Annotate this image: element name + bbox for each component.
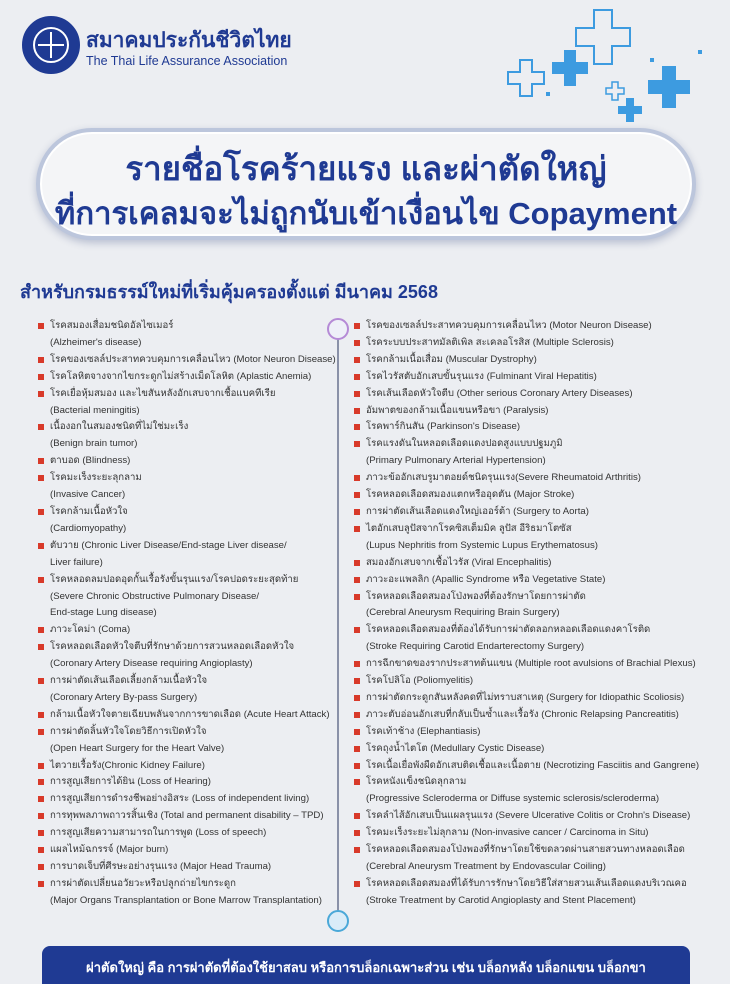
page-title-line1: รายชื่อโรคร้ายแรง และผ่าตัดใหญ่ (125, 150, 607, 187)
association-emblem-icon (22, 16, 80, 74)
footer-note (42, 946, 690, 984)
list-item (38, 791, 330, 808)
list-item-text: (Primary Pulmonary Arterial Hypertension) (366, 455, 546, 467)
list-item-text: โรคพาร์กินสัน (Parkinson's Disease) (366, 421, 521, 433)
list-item (354, 842, 726, 876)
list-item-text: โรคหลอดเลือดสมองแตกหรืออุดตัน (Major Stroke) (366, 489, 575, 501)
list-item-text: โรคมะเร็งระยะลุกลาม (50, 472, 142, 484)
list-item (38, 386, 330, 420)
list-item (354, 622, 726, 656)
list-item-text: (Lupus Nephritis from Systemic Lupus Erythematosus) (366, 539, 598, 551)
list-item (38, 673, 330, 707)
list-item-text: โรคหลอดเลือดสมองที่ได้รับการรักษาโดยวิธีใส่สายสวนเส้นเลือดแดงบริเวณคอ (366, 877, 687, 889)
header (20, 14, 440, 78)
org-name-th: สมาคมประกันชีวิตไทย (86, 29, 292, 52)
list-item (354, 808, 726, 825)
list-item (354, 470, 726, 487)
timeline-divider (337, 328, 339, 922)
list-item-text: โรคมะเร็งระยะไม่ลุกลาม (Non-invasive cancer / Carcinoma in Situ) (366, 827, 649, 839)
list-item (38, 758, 330, 775)
title-banner (36, 128, 696, 240)
medical-cross-icons (502, 6, 712, 122)
list-item-text: (Cerebral Aneurysm Requiring Brain Surgery) (366, 607, 560, 619)
list-item-text: แผลไหม้ฉกรรจ์ (Major burn) (50, 844, 169, 856)
list-item-text: (Severe Chronic Obstructive Pulmonary Disease/ (50, 590, 260, 602)
list-item (354, 318, 726, 335)
list-item (38, 707, 330, 724)
list-item (354, 876, 726, 910)
right-disease-list (354, 318, 726, 910)
list-item (38, 318, 330, 352)
list-item-text: โรคของเซลล์ประสาทควบคุมการเคลื่อนไหว (Motor Neuron Disease) (50, 353, 336, 365)
list-item (354, 335, 726, 352)
list-item-text: การผ่าตัดเปลี่ยนอวัยวะหรือปลูกถ่ายไขกระดูก (50, 877, 236, 889)
list-item-text: โรคหนังแข็งชนิดลุกลาม (366, 776, 467, 788)
list-item (354, 825, 726, 842)
list-item (354, 572, 726, 589)
list-item (354, 707, 726, 724)
list-item (38, 842, 330, 859)
list-item-text: Liver failure) (50, 556, 103, 568)
list-item (38, 876, 330, 910)
list-item (354, 403, 726, 420)
list-item (38, 470, 330, 504)
list-item-text: โรคเท้าช้าง (Elephantiasis) (366, 725, 481, 737)
list-item (354, 436, 726, 470)
list-item-text: โรคเยื่อหุ้มสมอง และไขสันหลังอักเสบจากเชื้อแบคทีเรีย (50, 387, 276, 399)
page-title-line2: ที่การเคลมจะไม่ถูกนับเข้าเงื่อนไข Copayment (54, 196, 678, 231)
list-item-text: โรคไวรัสตับอักเสบขั้นรุนแรง (Fulminant Viral Hepatitis) (366, 370, 597, 382)
list-item-text: โรคของเซลล์ประสาทควบคุมการเคลื่อนไหว (Motor Neuron Disease) (366, 320, 652, 331)
list-item-text: โรคกล้ามเนื้อเสื่อม (Muscular Dystrophy) (366, 353, 537, 365)
list-item-text: การผ่าตัดเส้นเลือดแดงใหญ่เออร์ต้า (Surgery to Aorta) (366, 505, 589, 517)
timeline-dot-bottom (327, 910, 349, 932)
list-item-text: โรคหลอดเลือดสมองโป่งพองที่รักษาโดยใช้ขดลวดผ่านสายสวนทางหลอดเลือด (366, 844, 685, 856)
list-item (38, 572, 330, 623)
list-item-text: ไตวายเรื้อรัง(Chronic Kidney Failure) (50, 759, 205, 771)
list-item (38, 352, 336, 369)
list-item-text: โรคหลอดเลือดสมองที่ต้องได้รับการผ่าตัดลอกหลอดเลือดแดงคาโรติด (366, 624, 651, 636)
list-item (38, 622, 330, 639)
list-item (354, 352, 726, 369)
list-item-text: (Stroke Treatment by Carotid Angioplasty and Stent Placement) (366, 894, 636, 906)
list-item-text: โรคหลอดลมปอดอุดกั้นเรื้อรังขั้นรุนแรง/โรคปอดระยะสุดท้าย (50, 573, 299, 585)
list-item-text: การสูญเสียความสามารถในการพูด (Loss of speech) (50, 827, 267, 839)
list-item (38, 859, 330, 876)
footer-text: ผ่าตัดใหญ่ คือ การผ่าตัดที่ต้องใช้ยาสลบ หรือการบล็อกเฉพาะส่วน เช่น บล็อกหลัง บล็อกแขน บล็อกขา (86, 960, 646, 975)
list-item-text: ตาบอด (Blindness) (50, 455, 131, 467)
list-item (354, 673, 726, 690)
list-item-text: โรคแรงดันในหลอดเลือดแดงปอดสูงแบบปฐมภูมิ (366, 438, 563, 450)
list-item-text: โรคกล้ามเนื้อหัวใจ (50, 505, 128, 517)
list-item (38, 453, 330, 470)
list-item (38, 504, 330, 538)
list-item (354, 487, 726, 504)
list-item-text: โรคหลอดเลือดหัวใจตีบที่รักษาด้วยการสวนหลอดเลือดหัวใจ (50, 641, 295, 653)
list-item-text: (Alzheimer's disease) (50, 336, 142, 348)
list-item (354, 656, 726, 673)
list-item-text: ภาวะอะแพลลิก (Apallic Syndrome หรือ Vegetative State) (366, 573, 606, 585)
list-item-text: (Progressive Scleroderma or Diffuse systemic sclerosis/scleroderma) (366, 793, 660, 805)
list-item-text: โรคลำไส้อักเสบเป็นแผลรุนแรง (Severe Ulcerative Colitis or Crohn's Disease) (366, 810, 691, 822)
list-item-text: สมองอักเสบจากเชื้อไวรัส (Viral Encephalitis) (366, 556, 552, 568)
list-item-text: (Coronary Artery By-pass Surgery) (50, 691, 198, 703)
list-item (38, 774, 330, 791)
list-item-text: การผ่าตัดกระดูกสันหลังคดที่ไม่ทราบสาเหตุ (Surgery for Idiopathic Scoliosis) (366, 691, 685, 703)
list-item-text: โรคสมองเสื่อมชนิดอัลไซเมอร์ (50, 320, 174, 331)
list-item (354, 504, 726, 521)
list-item (354, 589, 726, 623)
list-item (38, 369, 330, 386)
list-item-text: การฉีกขาดของรากประสาทต้นแขน (Multiple root avulsions of Brachial Plexus) (366, 658, 696, 670)
list-item-text: โรคเส้นเลือดหัวใจตีบ (Other serious Coronary Artery Diseases) (366, 387, 633, 399)
list-item-text: การสูญเสียการดำรงชีพอย่างอิสระ (Loss of independent living) (50, 793, 310, 805)
list-item-text: โรคโปลิโอ (Poliomyelitis) (366, 675, 474, 687)
list-item-text: (Coronary Artery Disease requiring Angioplasty) (50, 658, 253, 670)
list-item-text: (Stroke Requiring Carotid Endarterectomy Surgery) (366, 641, 585, 653)
list-item (354, 555, 726, 572)
list-item (38, 724, 330, 758)
list-item-text: โรคหลอดเลือดสมองโป่งพองที่ต้องรักษาโดยการผ่าตัด (366, 590, 586, 602)
list-item (38, 808, 330, 825)
list-item (38, 419, 330, 453)
list-item (354, 774, 726, 808)
list-item-text: การผ่าตัดเส้นเลือดเลี้ยงกล้ามเนื้อหัวใจ (50, 675, 208, 687)
list-item (354, 741, 726, 758)
list-item-text: (Cerebral Aneurysm Treatment by Endovascular Coiling) (366, 861, 606, 872)
left-disease-list (38, 318, 336, 910)
list-item-text: กล้ามเนื้อหัวใจตายเฉียบพลันจากการขาดเลือด (Acute Heart Attack) (50, 708, 330, 720)
list-item-text: โรคเนื้อเยื่อพังผืดอักเสบติดเชื้อและเนื้อตาย (Necrotizing Fasciitis and Gangrene) (366, 759, 700, 771)
list-item-text: (Open Heart Surgery for the Heart Valve) (50, 742, 225, 754)
list-item (354, 419, 726, 436)
list-item-text: การบาดเจ็บที่ศีรษะอย่างรุนแรง (Major Head Trauma) (50, 861, 272, 872)
list-item-text: ภาวะข้ออักเสบรูมาตอยด์ชนิดรุนแรง(Severe Rheumatoid Arthritis) (366, 472, 641, 484)
list-item-text: อัมพาตของกล้ามเนื้อแขนหรือขา (Paralysis) (366, 404, 549, 416)
list-item (38, 639, 330, 673)
list-item (354, 758, 726, 775)
list-item-text: ไตอักเสบลูปัสจากโรคซิสเต็มมิค ลูปัส อีริธมาโตซัส (366, 522, 572, 534)
list-item-text: เนื้องอกในสมองชนิดที่ไม่ใช่มะเร็ง (50, 421, 189, 433)
list-item-text: โรคโลหิตจางจากไขกระดูกไม่สร้างเม็ดโลหิต (Aplastic Anemia) (50, 370, 312, 382)
list-item-text: การผ่าตัดลิ้นหัวใจโดยวิธีการเปิดหัวใจ (50, 725, 207, 737)
list-item-text: โรคถุงน้ำไตโต (Medullary Cystic Disease) (366, 742, 545, 754)
list-item-text: (Cardiomyopathy) (50, 522, 127, 534)
list-item-text: End-stage Lung disease) (50, 607, 157, 619)
list-item-text: โรคระบบประสาทมัลติเพิล สะเคลอโรสิส (Multiple Sclerosis) (366, 336, 614, 348)
org-name-en: The Thai Life Assurance Association (86, 54, 288, 68)
subtitle: สำหรับกรมธรรม์ใหม่ที่เริ่มคุ้มครองตั้งแต่ มีนาคม 2568 (20, 282, 438, 302)
list-item (354, 386, 726, 403)
timeline-dot-top (327, 318, 349, 340)
list-item-text: (Benign brain tumor) (50, 438, 138, 450)
list-item (354, 690, 726, 707)
list-item-text: (Major Organs Transplantation or Bone Marrow Transplantation) (50, 894, 322, 906)
list-item-text: การทุพพลภาพถาวรสิ้นเชิง (Total and permanent disability – TPD) (50, 810, 324, 822)
list-item (354, 521, 726, 555)
list-item-text: ภาวะโคม่า (Coma) (50, 624, 131, 636)
list-item-text: ตับวาย (Chronic Liver Disease/End-stage Liver disease/ (50, 539, 287, 551)
list-item-text: (Invasive Cancer) (50, 489, 126, 501)
list-item-text: (Bacterial meningitis) (50, 404, 140, 416)
list-item (38, 538, 330, 572)
list-item (354, 369, 726, 386)
list-item (38, 825, 330, 842)
list-item (354, 724, 726, 741)
list-item-text: การสูญเสียการได้ยิน (Loss of Hearing) (50, 776, 211, 788)
list-item-text: ภาวะตับอ่อนอักเสบที่กลับเป็นซ้ำและเรื้อรัง (Chronic Relapsing Pancreatitis) (366, 708, 679, 720)
